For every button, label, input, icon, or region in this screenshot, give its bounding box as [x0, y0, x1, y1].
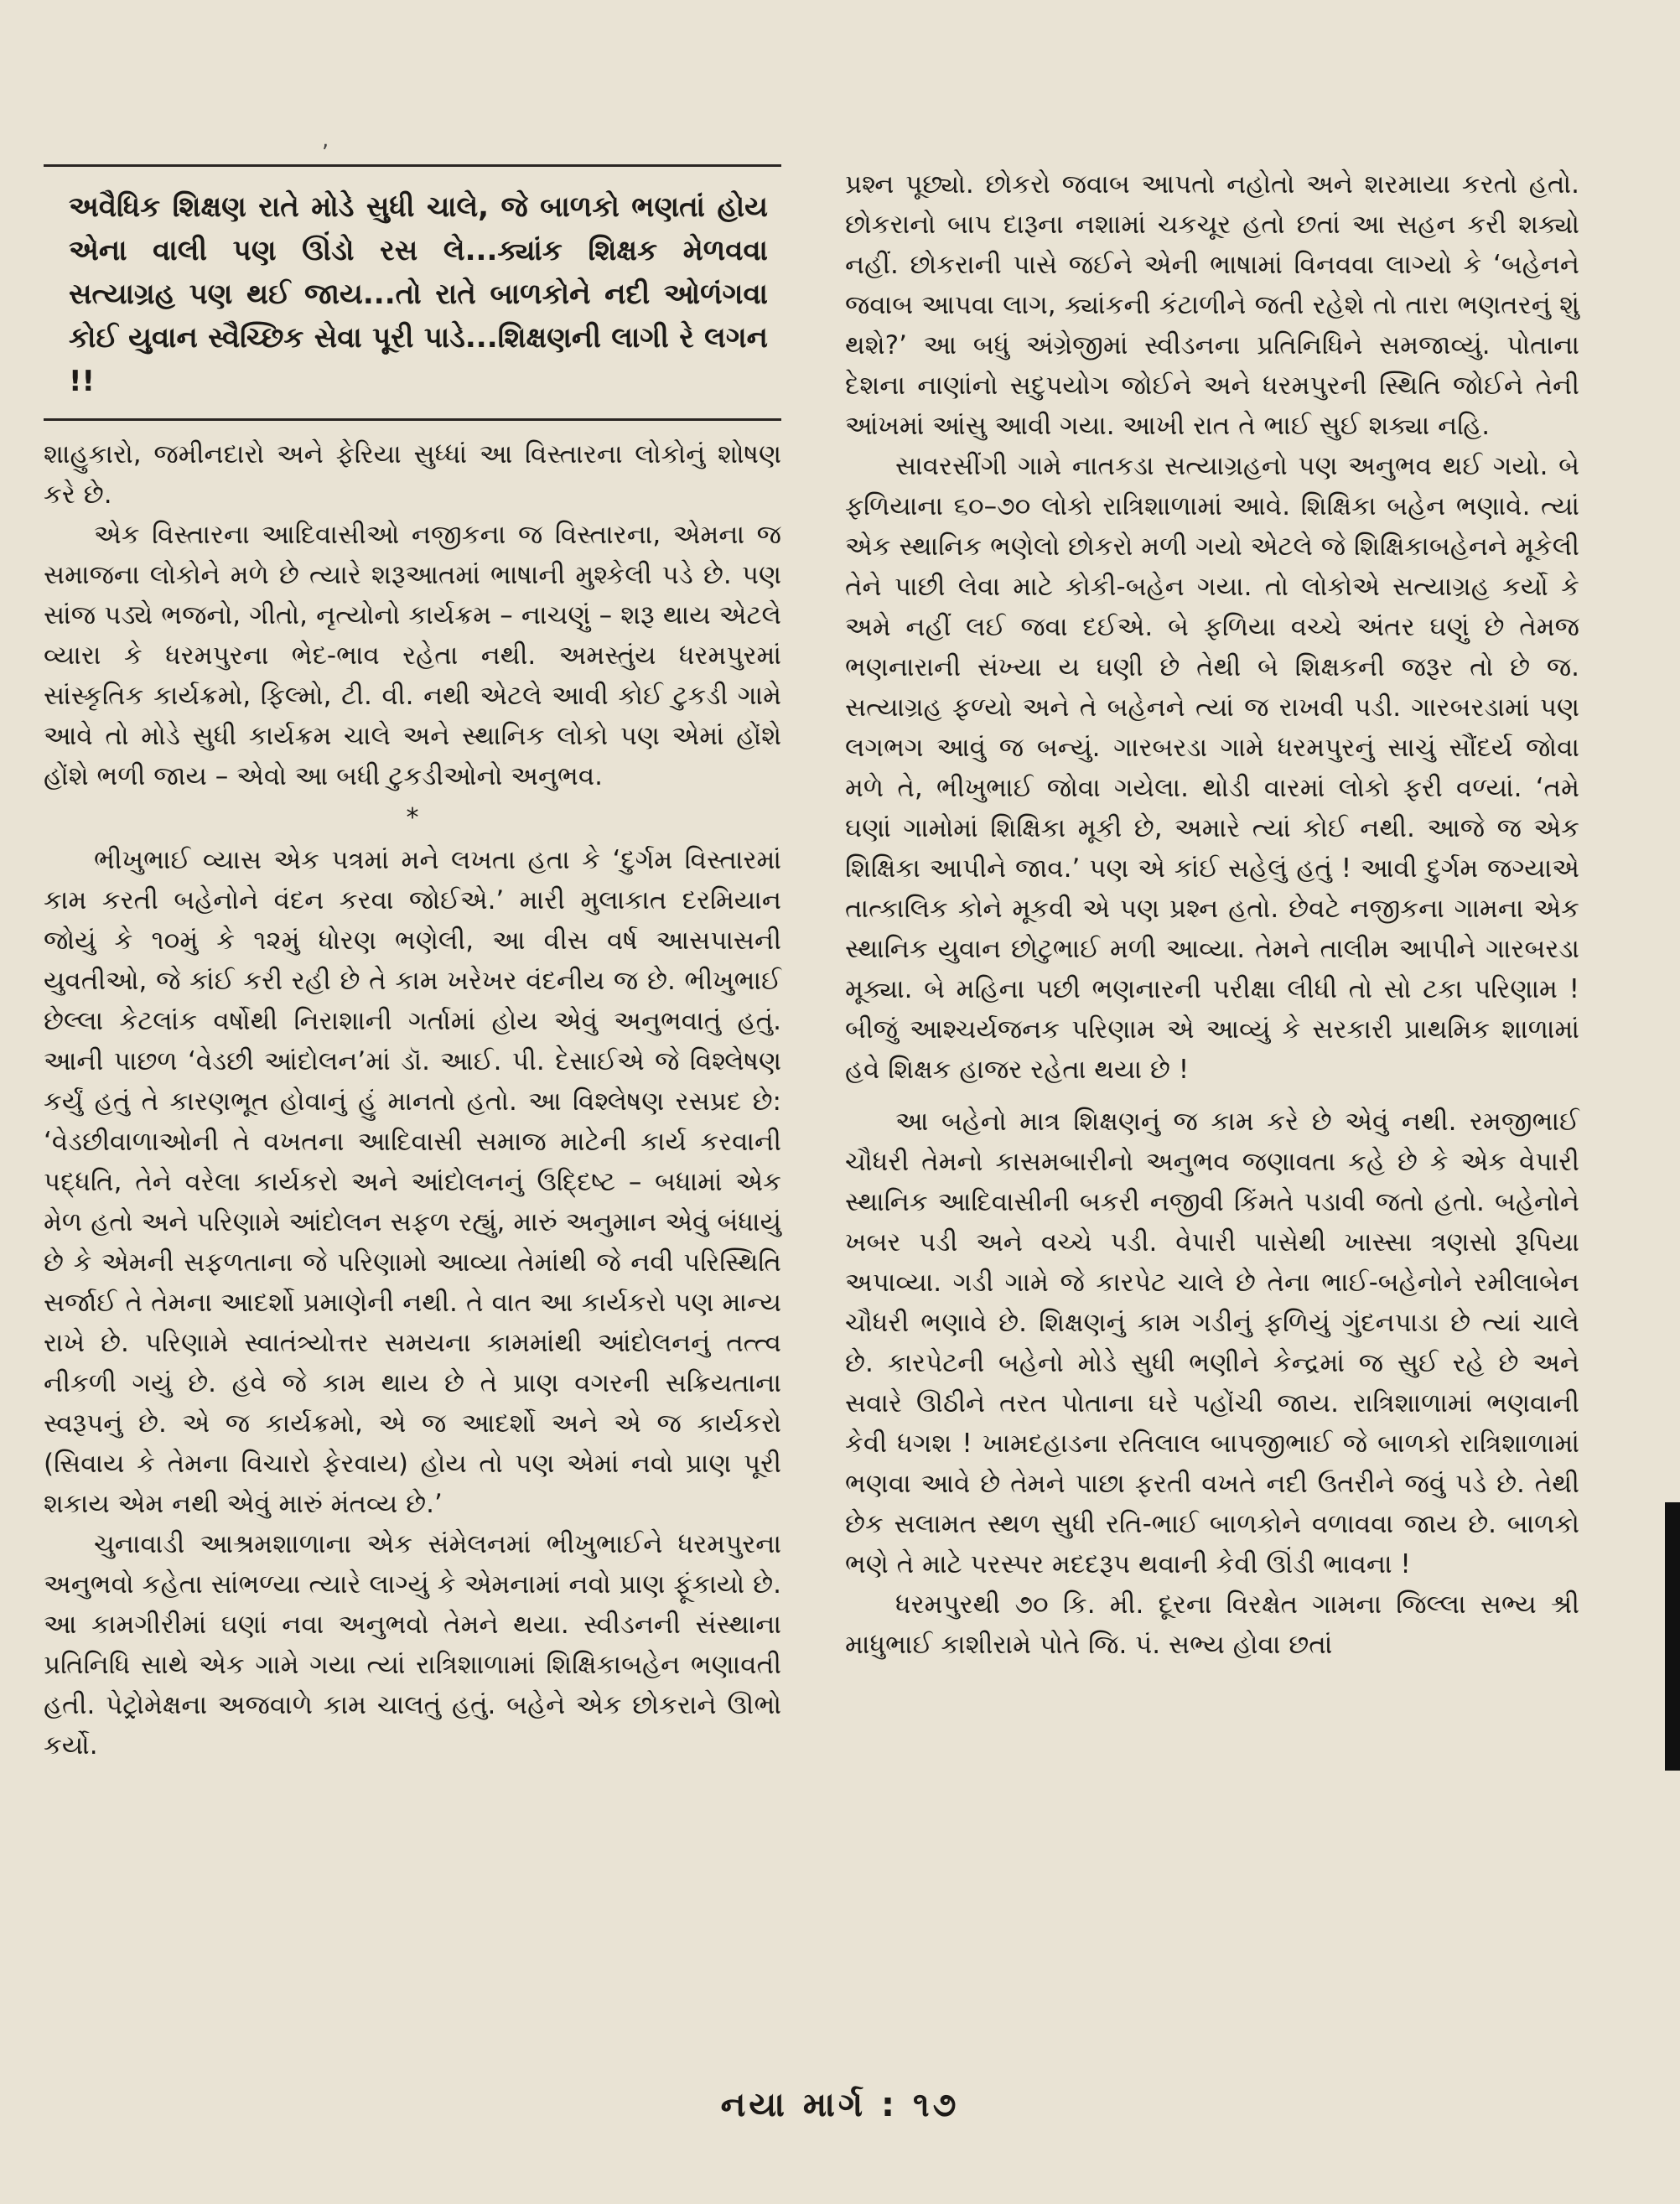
paragraph: સાવરસીંગી ગામે નાતકડા સત્યાગ્રહનો પણ અનુભવ થઈ ગયો. બે ફળિયાના ૬૦–૭૦ લોકો રાત્રિશાળામાં આવે. શિક્ષિકા બહેન ભણાવે. ત્યાં એક સ્થાનિક ભણેલો છોકરો મળી ગયો એટલે જે શિક્ષિકાબહેનને મૂકેલી તેને પાછી લેવા માટે કોકી-બહેન ગયા. તો લોકોએ સત્યાગ્રહ કર્યો કે અમે નહીં લઈ જવા દઈએ. બે ફળિયા વચ્ચે અંતર ઘણું છે તેમજ ભણનારાની સંખ્યા ય ઘણી છે તેથી બે શિક્ષકની જરૂર તો છે જ. સત્યાગ્રહ ફળ્યો અને તે બહેનને ત્યાં જ રાખવી પડી. ગારબરડામાં પણ લગભગ આવું જ બન્યું. ગારબરડા ગામે ધરમપુરનું સાચું સૌંદર્ય જોવા મળે તે, ભીખુભાઈ જોવા ગયેલા. થોડી વારમાં લોકો ફરી વળ્યાં. ‘તમે ઘણાં ગામોમાં શિક્ષિકા મૂકી છે, અમારે ત્યાં કોઈ નથી. આજે જ એક શિક્ષિકા આપીને જાવ.’ પણ એ કાંઈ સહેલું હતું ! આવી દુર્ગમ જગ્યાએ તાત્કાલિક કોને મૂકવી એ પણ પ્રશ્ન હતો. છેવટે નજીકના ગામના એક સ્થાનિક યુવાન છોટુભાઈ મળી આવ્યા. તેમને તાલીમ આપીને ગારબરડા મૂક્યા. બે મહિના પછી ભણનારની પરીક્ષા લીધી તો સો ટકા પરિણામ ! બીજું આશ્ચર્યજનક પરિણામ એ આવ્યું કે સરકારી પ્રાથમિક શાળામાં હવે શિક્ષક હાજર રહેતા થયા છે !: [845, 451, 1579, 1085]
paragraph: આ બહેનો માત્ર શિક્ષણનું જ કામ કરે છે એવું નથી. રમજીભાઈ ચૌધરી તેમનો કાસમબારીનો અનુભવ જણાવતા કહે છે કે એક વેપારી સ્થાનિક આદિવાસીની બકરી નજીવી કિંમતે પડાવી જતો હતો. બહેનોને ખબર પડી અને વચ્ચે પડી. વેપારી પાસેથી ખાસ્સા ત્રણસો રૂપિયા અપાવ્યા. ગડી ગામે જે કારપેટ ચાલે છે તેના ભાઈ-બહેનોને રમીલાબેન ચૌધરી ભણાવે છે. શિક્ષણનું કામ ગડીનું ફળિયું ગુંદનપાડા છે ત્યાં ચાલે છે. કારપેટની બહેનો મોડે સુધી ભણીને કેન્દ્રમાં જ સુઈ રહે છે અને સવારે ઊઠીને તરત પોતાના ઘરે પહોંચી જાય. રાત્રિશાળામાં ભણવાની કેવી ધગશ ! ખામદહાડના રતિલાલ બાપજીભાઈ જે બાળકો રાત્રિશાળામાં ભણવા આવે છે તેમને પાછા ફરતી વખતે નદી ઉતરીને જવું પડે છે. તેથી છેક સલામત સ્થળ સુધી રતિ-ભાઈ બાળકોને વળાવવા જાય છે. બાળકો ભણે તે માટે પરસ્પર મદદરૂપ થવાની કેવી ઊંડી ભાવના !: [845, 1107, 1579, 1579]
section-separator: *: [406, 803, 419, 832]
paragraph: ધરમપુરથી ૭૦ કિ. મી. દૂરના વિરક્ષેત ગામના જિલ્લા સભ્ય શ્રી માધુભાઈ કાશીરામે પોતે જિ. પં. સભ્ય હોવા છતાં: [845, 1589, 1579, 1660]
paragraph: ભીખુભાઈ વ્યાસ એક પત્રમાં મને લખતા હતા કે ‘દુર્ગમ વિસ્તારમાં કામ કરતી બહેનોને વંદન કરવા જોઈએ.’ મારી મુલાકાત દરમિયાન જોયું કે ૧૦મું કે ૧૨મું ધોરણ ભણેલી, આ વીસ વર્ષ આસપાસની યુવતીઓ, જે કાંઈ કરી રહી છે તે કામ ખરેખર વંદનીય જ છે. ભીખુભાઈ છેલ્લા કેટલાંક વર્ષોથી નિરાશાની ગર્તામાં હોય એવું અનુભવાતું હતું. આની પાછળ ‘વેડછી આંદોલન’માં ડૉ. આઈ. પી. દેસાઈએ જે વિશ્લેષણ કર્યું હતું તે કારણભૂત હોવાનું હું માનતો હતો. આ વિશ્લેષણ રસપ્રદ છે: ‘વેડછીવાળાઓની તે વખતના આદિવાસી સમાજ માટેની કાર્ય કરવાની પદ્ધતિ, તેને વરેલા કાર્યકરો અને આંદોલનનું ઉદ્દિષ્ટ – બધામાં એક મેળ હતો અને પરિણામે આંદોલન સફળ રહ્યું, મારું અનુમાન એવું બંધાયું છે કે એમની સફળતાના જે પરિણામો આવ્યા તેમાંથી જે નવી પરિસ્થિતિ સર્જાઈ તે તેમના આદર્શો પ્રમાણેની નથી. તે વાત આ કાર્યકરો પણ માન્ય રાખે છે. પરિણામે સ્વાતંત્ર્યોત્તર સમયના કામમાંથી આંદોલનનું તત્ત્વ નીકળી ગયું છે. હવે જે કામ થાય છે તે પ્રાણ વગરની સક્રિયતાના સ્વરૂપનું છે. એ જ કાર્યક્રમો, એ જ આદર્શો અને એ જ કાર્યકરો (સિવાય કે તેમના વિચારો ફેરવાય) હોય તો પણ એમાં નવો પ્રાણ પૂરી શકાય એમ નથી એવું મારું મંતવ્ય છે.’: [44, 845, 781, 1519]
paragraph: પ્રશ્ન પૂછ્યો. છોકરો જવાબ આપતો નહોતો અને શરમાયા કરતો હતો. છોકરાનો બાપ દારૂના નશામાં ચકચૂર હતો છતાં આ સહન કરી શક્યો નહીં. છોકરાની પાસે જઈને એની ભાષામાં વિનવવા લાગ્યો કે ‘બહેનને જવાબ આપવા લાગ, ક્યાંકની કંટાળીને જતી રહેશે તો તારા ભણતરનું શું થશે?’ આ બધું અંગ્રેજીમાં સ્વીડનના પ્રતિનિધિને સમજાવ્યું. પોતાના દેશના નાણાંનો સદુપયોગ જોઈને અને ધરમપુરની સ્થિતિ જોઈને તેની આંખમાં આંસુ આવી ગયા. આખી રાત તે ભાઈ સુઈ શક્યા નહિ.: [845, 169, 1579, 441]
page-footer: નયા માર્ગ : ૧૭: [720, 2086, 960, 2124]
paragraph: ચુનાવાડી આશ્રમશાળાના એક સંમેલનમાં ભીખુભાઈને ધરમપુરના અનુભવો કહેતા સાંભળ્યા ત્યારે લાગ્યું કે એમનામાં નવો પ્રાણ ફૂંકાયો છે. આ કામગીરીમાં ઘણાં નવા અનુભવો તેમને થયા. સ્વીડનની સંસ્થાના પ્રતિનિધિ સાથે એક ગામે ગયા ત્યાં રાત્રિશાળામાં શિક્ષિકાબહેન ભણાવતી હતી. પેટ્રોમેક્ષના અજવાળે કામ ચાલતું હતું. બહેને એક છોકરાને ઊભો કર્યો.: [44, 1529, 781, 1761]
right-column: [845, 164, 1579, 1665]
paragraph: શાહુકારો, જમીનદારો અને ફેરિયા સુધ્ધાં આ વિસ્તારના લોકોનું શોષણ કરે છે.: [44, 439, 781, 510]
left-column: [44, 164, 781, 1766]
pull-quote: અવૈધિક શિક્ષણ રાતે મોડે સુધી ચાલે, જે બાળકો ભણતાં હોય એના વાલી પણ ઊંડો રસ લે...ક્યાંક શિક્ષક મેળવવા સત્યાગ્રહ પણ થઈ જાય...તો રાતે બાળકોને નદી ઓળંગવા કોઈ યુવાન સ્વૈચ્છિક સેવા પૂરી પાડે...શિક્ષણની લાગી રે લગન !!: [69, 190, 768, 398]
page-edge-mark: [1665, 1502, 1680, 1771]
paragraph: એક વિસ્તારના આદિવાસીઓ નજીકના જ વિસ્તારના, એમના જ સમાજના લોકોને મળે છે ત્યારે શરૂઆતમાં ભાષાની મુશ્કેલી પડે છે. પણ સાંજ પડ્યે ભજનો, ગીતો, નૃત્યોનો કાર્યક્રમ – નાચણું – શરૂ થાય એટલે વ્યારા કે ધરમપુરના ભેદ-ભાવ રહેતા નથી. અમસ્તુંય ધરમપુરમાં સાંસ્કૃતિક કાર્યક્રમો, ફિલ્મો, ટી. વી. નથી એટલે આવી કોઈ ટુકડી ગામે આવે તો મોડે સુધી કાર્યક્રમ ચાલે અને સ્થાનિક લોકો પણ એમાં હોંશે હોંશે ભળી જાય – એવો આ બધી ટુકડીઓનો અનુભવ.: [44, 520, 781, 791]
stray-mark: ,: [322, 127, 329, 153]
